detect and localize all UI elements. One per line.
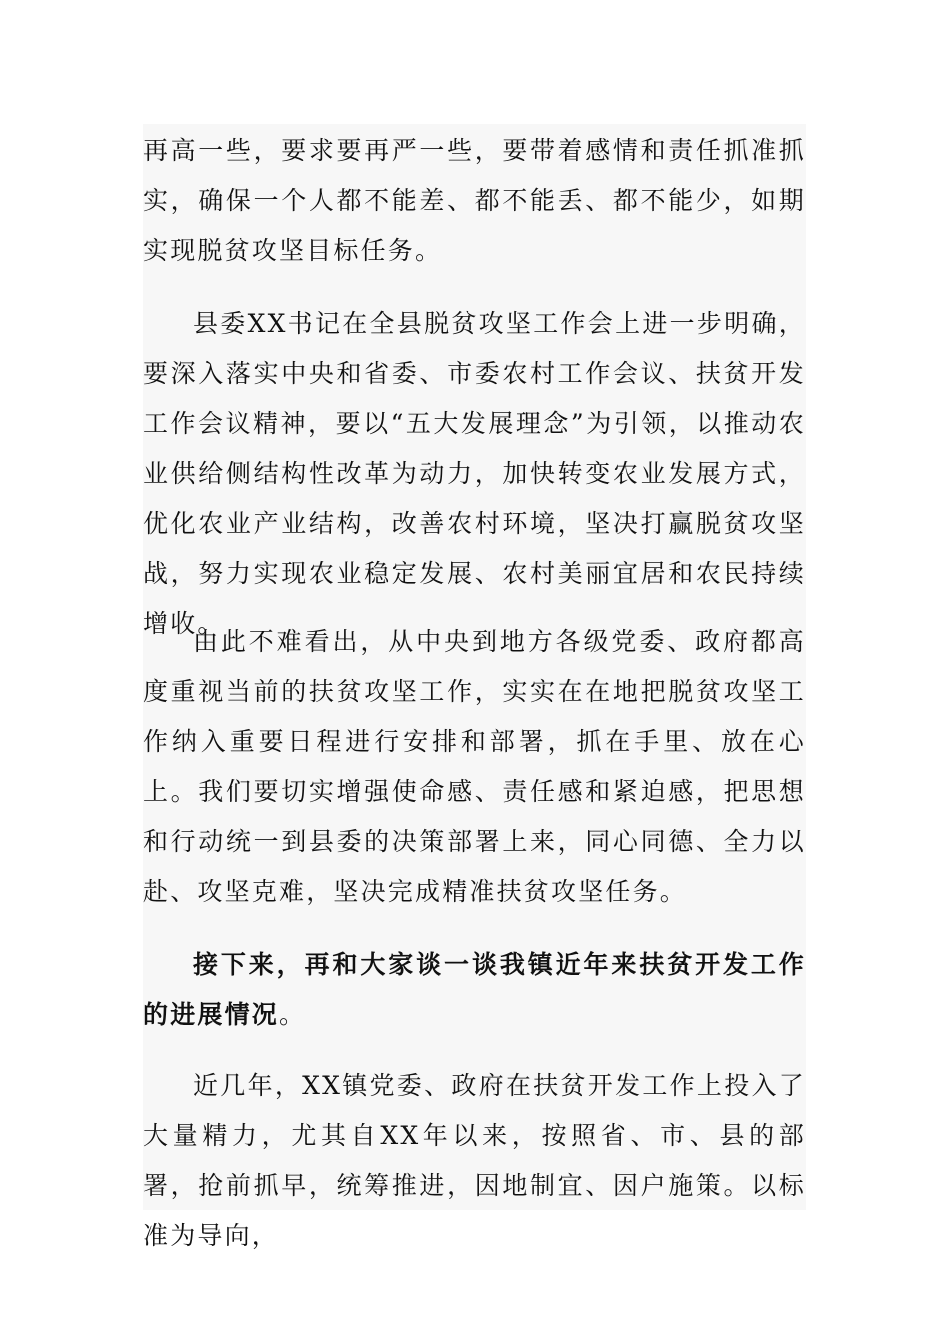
paragraph-county-secretary: 县委XX书记在全县脱贫攻坚工作会上进一步明确，要深入落实中央和省委、市委农村工作会议、扶贫开发工作会议精神，要以“五大发展理念”为引领，以推动农业供给侧结构性改革为动力，加快转变农业发展方式，优化农业产业结构，改善农村环境，坚决打赢脱贫攻坚战，努力实现农业稳定发展、农村美丽宜居和农民持续增收。 <box>143 309 806 638</box>
paragraph-continuation: 再高一些，要求要再严一些，要带着感情和责任抓准抓实，确保一个人都不能差、都不能丢、都不能少，如期实现脱贫攻坚目标任务。 <box>143 136 806 265</box>
document-page <box>143 124 806 1250</box>
heading-text: 接下来，再和大家谈一谈我镇近年来扶贫开发工作的进展情况 <box>143 950 806 1029</box>
paragraph-conclusion: 由此不难看出，从中央到地方各级党委、政府都高度重视当前的扶贫攻坚工作，实实在在地把脱贫攻坚工作纳入重要日程进行安排和部署，抓在手里、放在心上。我们要切实增强使命感、责任感和紧迫感，把思想和行动统一到县委的决策部署上来，同心同德、全力以赴、攻坚克难，坚决完成精准扶贫攻坚任务。 <box>143 627 806 906</box>
paragraph-town-progress: 近几年，XX镇党委、政府在扶贫开发工作上投入了大量精力，尤其自XX年以来，按照省、市、县的部署，抢前抓早，统筹推进，因地制宜、因户施策。以标准为导向， <box>143 1071 806 1250</box>
paragraph-section-heading <box>143 940 806 1040</box>
heading-punctuation: 。 <box>279 1000 307 1029</box>
